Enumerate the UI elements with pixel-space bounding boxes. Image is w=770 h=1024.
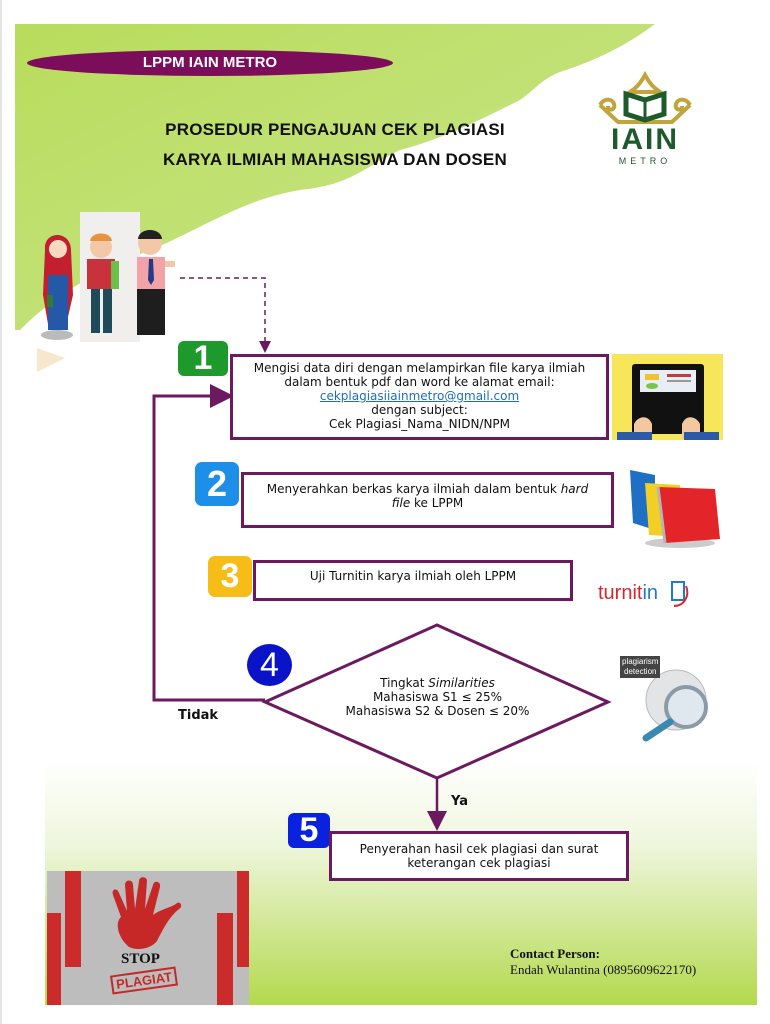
step-1-box xyxy=(230,354,609,440)
turnitin-logo xyxy=(598,582,693,614)
contact-heading: Contact Person: xyxy=(510,946,600,961)
step-1-line2: dalam bentuk pdf dan word ke alamat email: xyxy=(284,375,555,389)
folders-icon xyxy=(625,465,725,550)
decision-line1-a: Tingkat xyxy=(380,676,429,690)
dashed-connector xyxy=(180,278,265,350)
tidak-label: Tidak xyxy=(178,708,219,723)
decision-line3: Mahasiswa S2 & Dosen ≤ 20% xyxy=(345,704,530,718)
turnitin-mark-icon xyxy=(668,580,690,610)
step-1-line1: Mengisi data diri dengan melampirkan file karya ilmiah xyxy=(253,361,586,375)
org-label-pill: LPPM IAIN METRO xyxy=(27,50,393,76)
step-1-badge: 1 xyxy=(178,341,228,376)
turnitin-text-b: in xyxy=(642,582,659,604)
step-1-line4: Cek Plagiasi_Nama_NIDN/NPM xyxy=(328,417,511,431)
stop-word: STOP xyxy=(121,951,160,967)
step-1-line3: dengan subject: xyxy=(371,403,468,417)
step-3-box xyxy=(253,560,573,601)
red-bar xyxy=(217,913,233,1005)
step-4-badge: 4 xyxy=(247,644,292,686)
page-title-line2: KARYA ILMIAH MAHASISWA DAN DOSEN xyxy=(163,150,507,169)
decision-line1-italic: Similarities xyxy=(428,676,495,690)
contact-person: Endah Wulantina (0895609622170) xyxy=(510,962,697,977)
logo-sub: METRO xyxy=(618,156,672,166)
step-2-italic-b: file xyxy=(391,496,411,510)
decision-line2: Mahasiswa S1 ≤ 25% xyxy=(372,690,503,704)
stop-plagiat-image xyxy=(47,871,249,1005)
red-bar xyxy=(65,871,81,967)
step-3-text: Uji Turnitin karya ilmiah oleh LPPM xyxy=(309,569,517,583)
plagiarism-caption xyxy=(620,656,660,678)
step-2-text-a: Menyerahkan berkas karya ilmiah dalam bentuk xyxy=(266,482,561,496)
caption-line1: plagiarism xyxy=(622,657,659,666)
plagiarism-detection-icon xyxy=(618,652,718,742)
step-3-badge: 3 xyxy=(208,556,252,597)
step-5-line2: keterangan cek plagiasi xyxy=(407,856,551,870)
ya-label: Ya xyxy=(451,794,468,809)
red-bar xyxy=(237,871,249,967)
step-5-badge: 5 xyxy=(288,813,330,848)
logo-word: IAIN xyxy=(611,123,679,156)
step-5-box xyxy=(329,831,629,881)
caption-line2: detection xyxy=(624,667,657,676)
email-link[interactable]: cekplagiasiiainmetro@gmail.com xyxy=(319,389,520,403)
step-2-box xyxy=(241,472,614,528)
tidak-loop-line xyxy=(154,396,265,700)
step-2-italic-a: hard xyxy=(560,482,589,496)
step-5-line1: Penyerahan hasil cek plagiasi dan surat xyxy=(359,842,599,856)
decision-text xyxy=(320,676,555,718)
red-bar xyxy=(47,913,61,1005)
hand-stop-icon xyxy=(107,877,187,952)
step-2-badge: 2 xyxy=(195,462,239,506)
step-2-text-b: ke LPPM xyxy=(410,496,464,510)
page-title-line1: PROSEDUR PENGAJUAN CEK PLAGIASI xyxy=(165,120,505,139)
laptop-icon xyxy=(612,354,723,440)
turnitin-text-a: turnit xyxy=(598,582,643,604)
plagiat-stamp: PLAGIAT xyxy=(110,966,178,994)
